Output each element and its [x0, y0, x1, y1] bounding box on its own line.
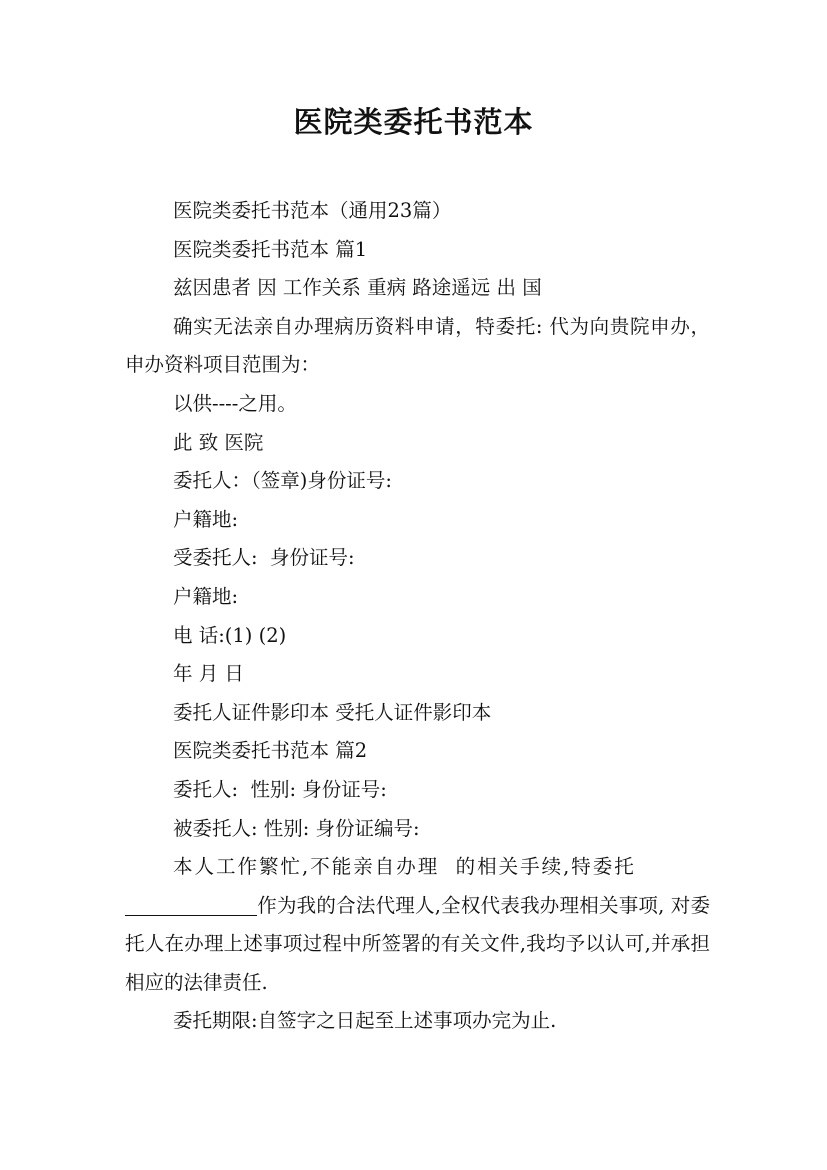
paragraph: 年 月 日: [173, 662, 244, 686]
paragraph-text: 作为我的合法代理人,全权代表我办理相关事项, 对委托人在办理上述事项过程中所签署的有关文件,我均予以认可,并承担相应的法律责任.: [125, 893, 710, 994]
paragraph: 被委托人: 性别: 身份证编号:: [173, 816, 420, 840]
paragraph: 以供----之用。: [173, 391, 297, 415]
paragraph: 此 致 医院: [173, 430, 264, 454]
paragraph-with-blank: [125, 887, 710, 1003]
paragraph: 户籍地:: [173, 584, 239, 608]
paragraph: 委托人: 性别: 身份证号:: [173, 777, 387, 801]
paragraph: 委托人：（签章)身份证号:: [173, 469, 392, 493]
paragraph: 兹因患者 因 工作关系 重病 路途遥远 出 国: [173, 276, 542, 300]
paragraph-heading: 医院类委托书范本（通用23篇）: [173, 199, 452, 222]
page-title: 医院类委托书范本: [293, 105, 534, 139]
paragraph: 确实无法亲自办理病历资料申请，特委托: 代为向贵院申办，申办资料项目范围为：: [125, 314, 710, 377]
paragraph: 电 话:(1) (2): [173, 623, 287, 647]
paragraph: 委托期限:自签字之日起至上述事项办完为止.: [173, 1009, 557, 1033]
paragraph: 委托人证件影印本 受托人证件影印本: [173, 700, 492, 724]
section-heading-1: 医院类委托书范本 篇1: [173, 237, 368, 261]
section-heading-2: 医院类委托书范本 篇2: [173, 739, 368, 763]
paragraph: 本人工作繁忙,不能亲自办理 的相关手续,特委托: [173, 855, 636, 879]
document-body: [125, 192, 710, 1041]
paragraph: 受委托人: 身份证号:: [173, 546, 355, 570]
signature-blank: [125, 893, 257, 916]
paragraph: 户籍地:: [173, 507, 239, 531]
